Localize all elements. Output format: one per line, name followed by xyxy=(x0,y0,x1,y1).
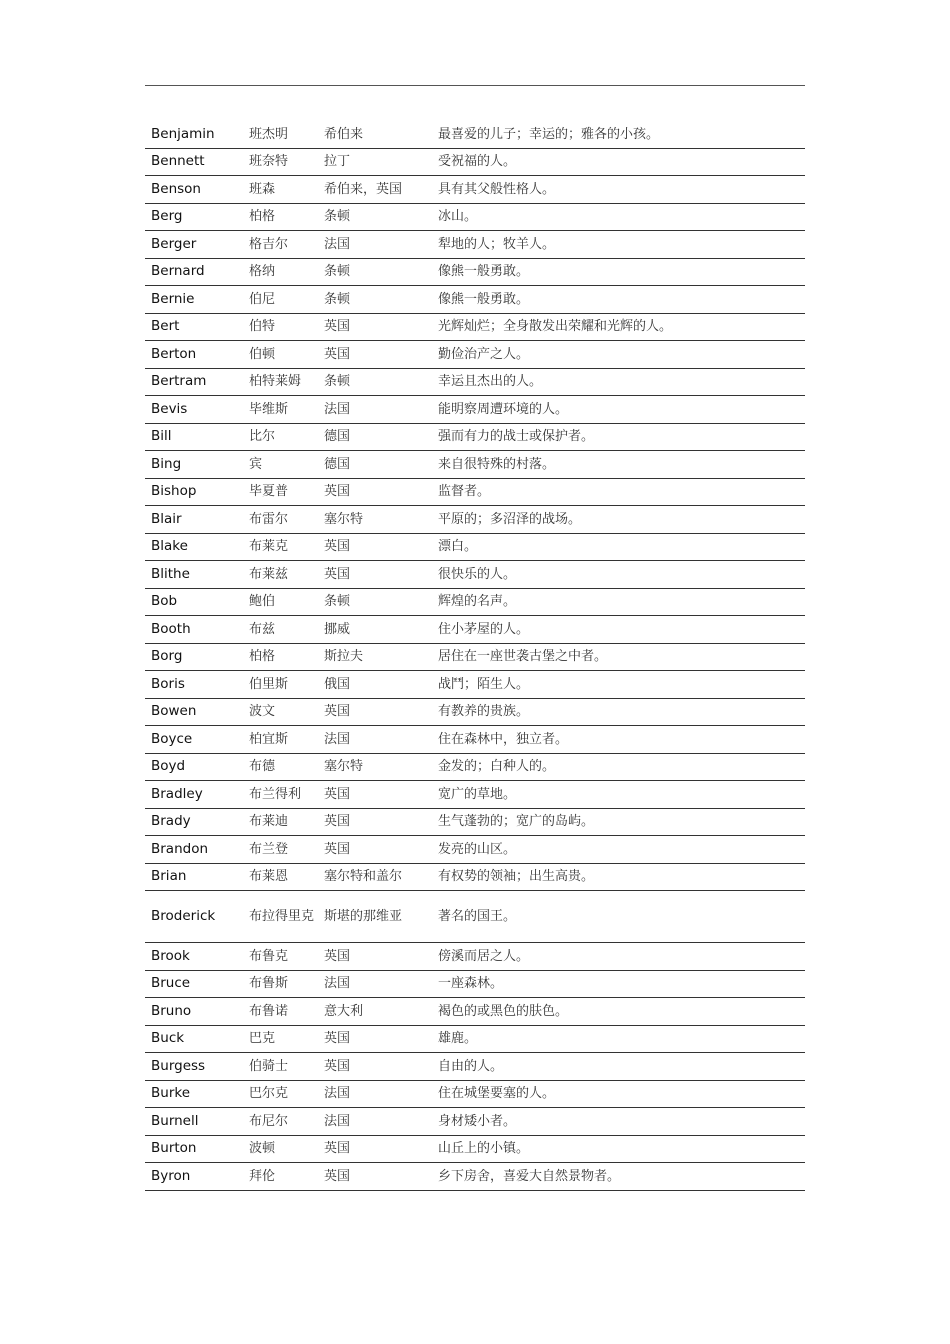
name-origin: 英国 xyxy=(324,1141,351,1157)
english-name: Bernard xyxy=(151,263,205,280)
english-name: Bob xyxy=(151,593,178,610)
chinese-name: 毕维斯 xyxy=(249,401,289,417)
name-origin: 条顿 xyxy=(324,594,351,610)
name-origin: 英国 xyxy=(324,1058,351,1074)
english-name: Berger xyxy=(151,235,197,252)
english-name: Brandon xyxy=(151,840,209,857)
english-name: Byron xyxy=(151,1167,191,1184)
name-origin: 英国 xyxy=(324,704,351,720)
name-origin: 条顿 xyxy=(324,291,351,307)
english-name: Boris xyxy=(151,675,185,692)
chinese-name: 柏格 xyxy=(249,649,276,665)
table-row xyxy=(145,1163,805,1191)
name-origin: 意大利 xyxy=(324,1003,364,1019)
table-row xyxy=(145,671,805,699)
name-meaning: 能明察周遭环境的人。 xyxy=(438,401,569,417)
chinese-name: 巴尔克 xyxy=(249,1086,289,1102)
name-meaning: 强而有力的战士或保护者。 xyxy=(438,429,595,445)
name-origin: 斯堪的那维亚 xyxy=(324,909,403,924)
english-name: Bennett xyxy=(151,153,205,170)
chinese-name: 布雷尔 xyxy=(249,511,289,527)
name-origin: 拉丁 xyxy=(324,154,351,170)
name-meaning: 住在城堡要塞的人。 xyxy=(438,1086,556,1102)
name-meaning: 犁地的人；牧羊人。 xyxy=(438,236,556,252)
table-row xyxy=(145,396,805,424)
name-meaning: 傍溪而居之人。 xyxy=(438,948,530,964)
chinese-name: 布兹 xyxy=(249,621,276,637)
english-name: Bing xyxy=(151,455,182,472)
name-origin: 塞尔特和盖尔 xyxy=(324,869,403,885)
english-name: Blake xyxy=(151,538,188,555)
name-meaning: 雄鹿。 xyxy=(438,1031,478,1047)
name-table xyxy=(145,121,805,1191)
chinese-name: 布鲁斯 xyxy=(249,976,289,992)
english-name: Bernie xyxy=(151,290,195,307)
table-row xyxy=(145,781,805,809)
name-origin: 塞尔特 xyxy=(324,759,364,775)
chinese-name: 布莱克 xyxy=(249,539,289,555)
table-row xyxy=(145,231,805,259)
chinese-name: 布鲁克 xyxy=(249,948,289,964)
name-meaning: 生气蓬勃的；宽广的岛屿。 xyxy=(438,814,595,830)
table-row xyxy=(145,699,805,727)
table-row xyxy=(145,176,805,204)
chinese-name: 班奈特 xyxy=(249,154,289,170)
english-name: Buck xyxy=(151,1030,185,1047)
english-name: Burnell xyxy=(151,1112,199,1129)
name-meaning: 来自很特殊的村落。 xyxy=(438,456,556,472)
name-meaning: 宽广的草地。 xyxy=(438,786,517,802)
table-row xyxy=(145,479,805,507)
english-name: Brian xyxy=(151,868,187,885)
table-row xyxy=(145,971,805,999)
name-meaning: 乡下房舍，喜爱大自然景物者。 xyxy=(438,1168,621,1184)
name-meaning: 有权势的领袖；出生高贵。 xyxy=(438,869,595,885)
chinese-name: 班杰明 xyxy=(249,126,289,142)
name-origin: 法国 xyxy=(324,1086,351,1102)
name-meaning: 自由的人。 xyxy=(438,1058,504,1074)
table-row xyxy=(145,204,805,232)
name-meaning: 漂白。 xyxy=(438,539,478,555)
table-row xyxy=(145,891,805,943)
name-meaning: 最喜爱的儿子；幸运的；雅各的小孩。 xyxy=(438,126,660,142)
chinese-name: 格吉尔 xyxy=(249,236,289,252)
english-name: Brook xyxy=(151,947,190,964)
chinese-name: 伯顿 xyxy=(249,346,276,362)
name-meaning: 平原的；多沼泽的战场。 xyxy=(438,511,582,527)
name-origin: 法国 xyxy=(324,401,351,417)
chinese-name: 比尔 xyxy=(249,429,276,445)
english-name: Brady xyxy=(151,813,191,830)
table-row xyxy=(145,616,805,644)
chinese-name: 布莱恩 xyxy=(249,869,289,885)
name-origin: 英国 xyxy=(324,484,351,500)
table-row xyxy=(145,1108,805,1136)
chinese-name: 巴克 xyxy=(249,1031,276,1047)
table-row xyxy=(145,314,805,342)
table-row xyxy=(145,259,805,287)
name-meaning: 著名的国王。 xyxy=(438,909,517,924)
name-origin: 英国 xyxy=(324,948,351,964)
chinese-name: 柏格 xyxy=(249,209,276,225)
name-meaning: 住在森林中，独立者。 xyxy=(438,731,569,747)
chinese-name: 布兰得利 xyxy=(249,786,302,802)
english-name: Boyce xyxy=(151,730,193,747)
name-origin: 英国 xyxy=(324,346,351,362)
name-meaning: 冰山。 xyxy=(438,209,478,225)
name-meaning: 具有其父般性格人。 xyxy=(438,181,556,197)
name-origin: 法国 xyxy=(324,731,351,747)
english-name: Booth xyxy=(151,620,191,637)
name-meaning: 身材矮小者。 xyxy=(438,1113,517,1129)
table-row xyxy=(145,1026,805,1054)
name-origin: 条顿 xyxy=(324,209,351,225)
table-row xyxy=(145,864,805,892)
english-name: Bradley xyxy=(151,785,203,802)
header-rule xyxy=(145,85,805,86)
table-row xyxy=(145,1136,805,1164)
english-name: Blithe xyxy=(151,565,190,582)
english-name: Bowen xyxy=(151,703,197,720)
name-meaning: 像熊一般勇敢。 xyxy=(438,291,530,307)
name-meaning: 幸运且杰出的人。 xyxy=(438,374,543,390)
chinese-name: 布莱兹 xyxy=(249,566,289,582)
table-row xyxy=(145,589,805,617)
chinese-name: 伯里斯 xyxy=(249,676,289,692)
chinese-name: 波文 xyxy=(249,704,276,720)
name-meaning: 褐色的或黑色的肤色。 xyxy=(438,1003,569,1019)
chinese-name: 布拉得里克 xyxy=(249,909,315,924)
name-meaning: 战鬥；陌生人。 xyxy=(438,676,530,692)
chinese-name: 柏特莱姆 xyxy=(249,374,302,390)
chinese-name: 宾 xyxy=(249,456,263,472)
table-row xyxy=(145,1053,805,1081)
name-origin: 法国 xyxy=(324,236,351,252)
english-name: Burgess xyxy=(151,1057,206,1074)
chinese-name: 布尼尔 xyxy=(249,1113,289,1129)
name-meaning: 金发的；白种人的。 xyxy=(438,759,556,775)
chinese-name: 格纳 xyxy=(249,264,276,280)
table-row xyxy=(145,451,805,479)
english-name: Bevis xyxy=(151,400,188,417)
name-meaning: 监督者。 xyxy=(438,484,491,500)
chinese-name: 柏宜斯 xyxy=(249,731,289,747)
chinese-name: 布莱迪 xyxy=(249,814,289,830)
name-meaning: 住小茅屋的人。 xyxy=(438,621,530,637)
table-row xyxy=(145,943,805,971)
name-meaning: 很快乐的人。 xyxy=(438,566,517,582)
english-name: Bishop xyxy=(151,483,197,500)
table-row xyxy=(145,369,805,397)
name-origin: 英国 xyxy=(324,841,351,857)
chinese-name: 拜伦 xyxy=(249,1168,276,1184)
chinese-name: 布兰登 xyxy=(249,841,289,857)
name-origin: 英国 xyxy=(324,1031,351,1047)
english-name: Bruno xyxy=(151,1002,192,1019)
name-origin: 塞尔特 xyxy=(324,511,364,527)
table-row xyxy=(145,998,805,1026)
table-row xyxy=(145,561,805,589)
english-name: Burke xyxy=(151,1085,191,1102)
chinese-name: 伯尼 xyxy=(249,291,276,307)
english-name: Bill xyxy=(151,428,172,445)
name-origin: 德国 xyxy=(324,456,351,472)
name-origin: 法国 xyxy=(324,976,351,992)
english-name: Blair xyxy=(151,510,182,527)
english-name: Benjamin xyxy=(151,125,215,142)
chinese-name: 鲍伯 xyxy=(249,594,276,610)
name-origin: 俄国 xyxy=(324,676,351,692)
english-name: Bruce xyxy=(151,975,191,992)
table-row xyxy=(145,506,805,534)
name-origin: 德国 xyxy=(324,429,351,445)
table-row xyxy=(145,534,805,562)
name-origin: 英国 xyxy=(324,786,351,802)
name-origin: 挪威 xyxy=(324,621,351,637)
english-name: Benson xyxy=(151,180,201,197)
english-name: Berg xyxy=(151,208,183,225)
table-row xyxy=(145,149,805,177)
name-origin: 英国 xyxy=(324,539,351,555)
name-origin: 希伯来 xyxy=(324,126,364,142)
chinese-name: 班森 xyxy=(249,181,276,197)
english-name: Bert xyxy=(151,318,180,335)
name-meaning: 光辉灿烂；全身散发出荣耀和光辉的人。 xyxy=(438,319,673,335)
chinese-name: 布鲁诺 xyxy=(249,1003,289,1019)
table-row xyxy=(145,809,805,837)
table-row xyxy=(145,754,805,782)
chinese-name: 布德 xyxy=(249,759,276,775)
name-origin: 希伯来，英国 xyxy=(324,181,403,197)
chinese-name: 毕夏普 xyxy=(249,484,289,500)
table-row xyxy=(145,286,805,314)
name-origin: 英国 xyxy=(324,1168,351,1184)
table-row xyxy=(145,341,805,369)
name-origin: 条顿 xyxy=(324,374,351,390)
name-origin: 法国 xyxy=(324,1113,351,1129)
table-row xyxy=(145,121,805,149)
chinese-name: 伯骑士 xyxy=(249,1058,289,1074)
chinese-name: 波顿 xyxy=(249,1141,276,1157)
name-meaning: 受祝福的人。 xyxy=(438,154,517,170)
name-meaning: 山丘上的小镇。 xyxy=(438,1141,530,1157)
english-name: Burton xyxy=(151,1140,197,1157)
table-row xyxy=(145,836,805,864)
name-meaning: 有教养的贵族。 xyxy=(438,704,530,720)
name-meaning: 辉煌的名声。 xyxy=(438,594,517,610)
table-row xyxy=(145,726,805,754)
name-meaning: 居住在一座世袭古堡之中者。 xyxy=(438,649,608,665)
name-origin: 条顿 xyxy=(324,264,351,280)
name-meaning: 发亮的山区。 xyxy=(438,841,517,857)
english-name: Borg xyxy=(151,648,183,665)
english-name: Broderick xyxy=(151,908,216,924)
table-row xyxy=(145,644,805,672)
table-row xyxy=(145,1081,805,1109)
name-meaning: 像熊一般勇敢。 xyxy=(438,264,530,280)
chinese-name: 伯特 xyxy=(249,319,276,335)
english-name: Bertram xyxy=(151,373,207,390)
name-origin: 英国 xyxy=(324,319,351,335)
english-name: Boyd xyxy=(151,758,186,775)
english-name: Berton xyxy=(151,345,197,362)
name-origin: 斯拉夫 xyxy=(324,649,364,665)
name-origin: 英国 xyxy=(324,814,351,830)
name-origin: 英国 xyxy=(324,566,351,582)
table-row xyxy=(145,424,805,452)
name-meaning: 勤俭治产之人。 xyxy=(438,346,530,362)
name-meaning: 一座森林。 xyxy=(438,976,504,992)
